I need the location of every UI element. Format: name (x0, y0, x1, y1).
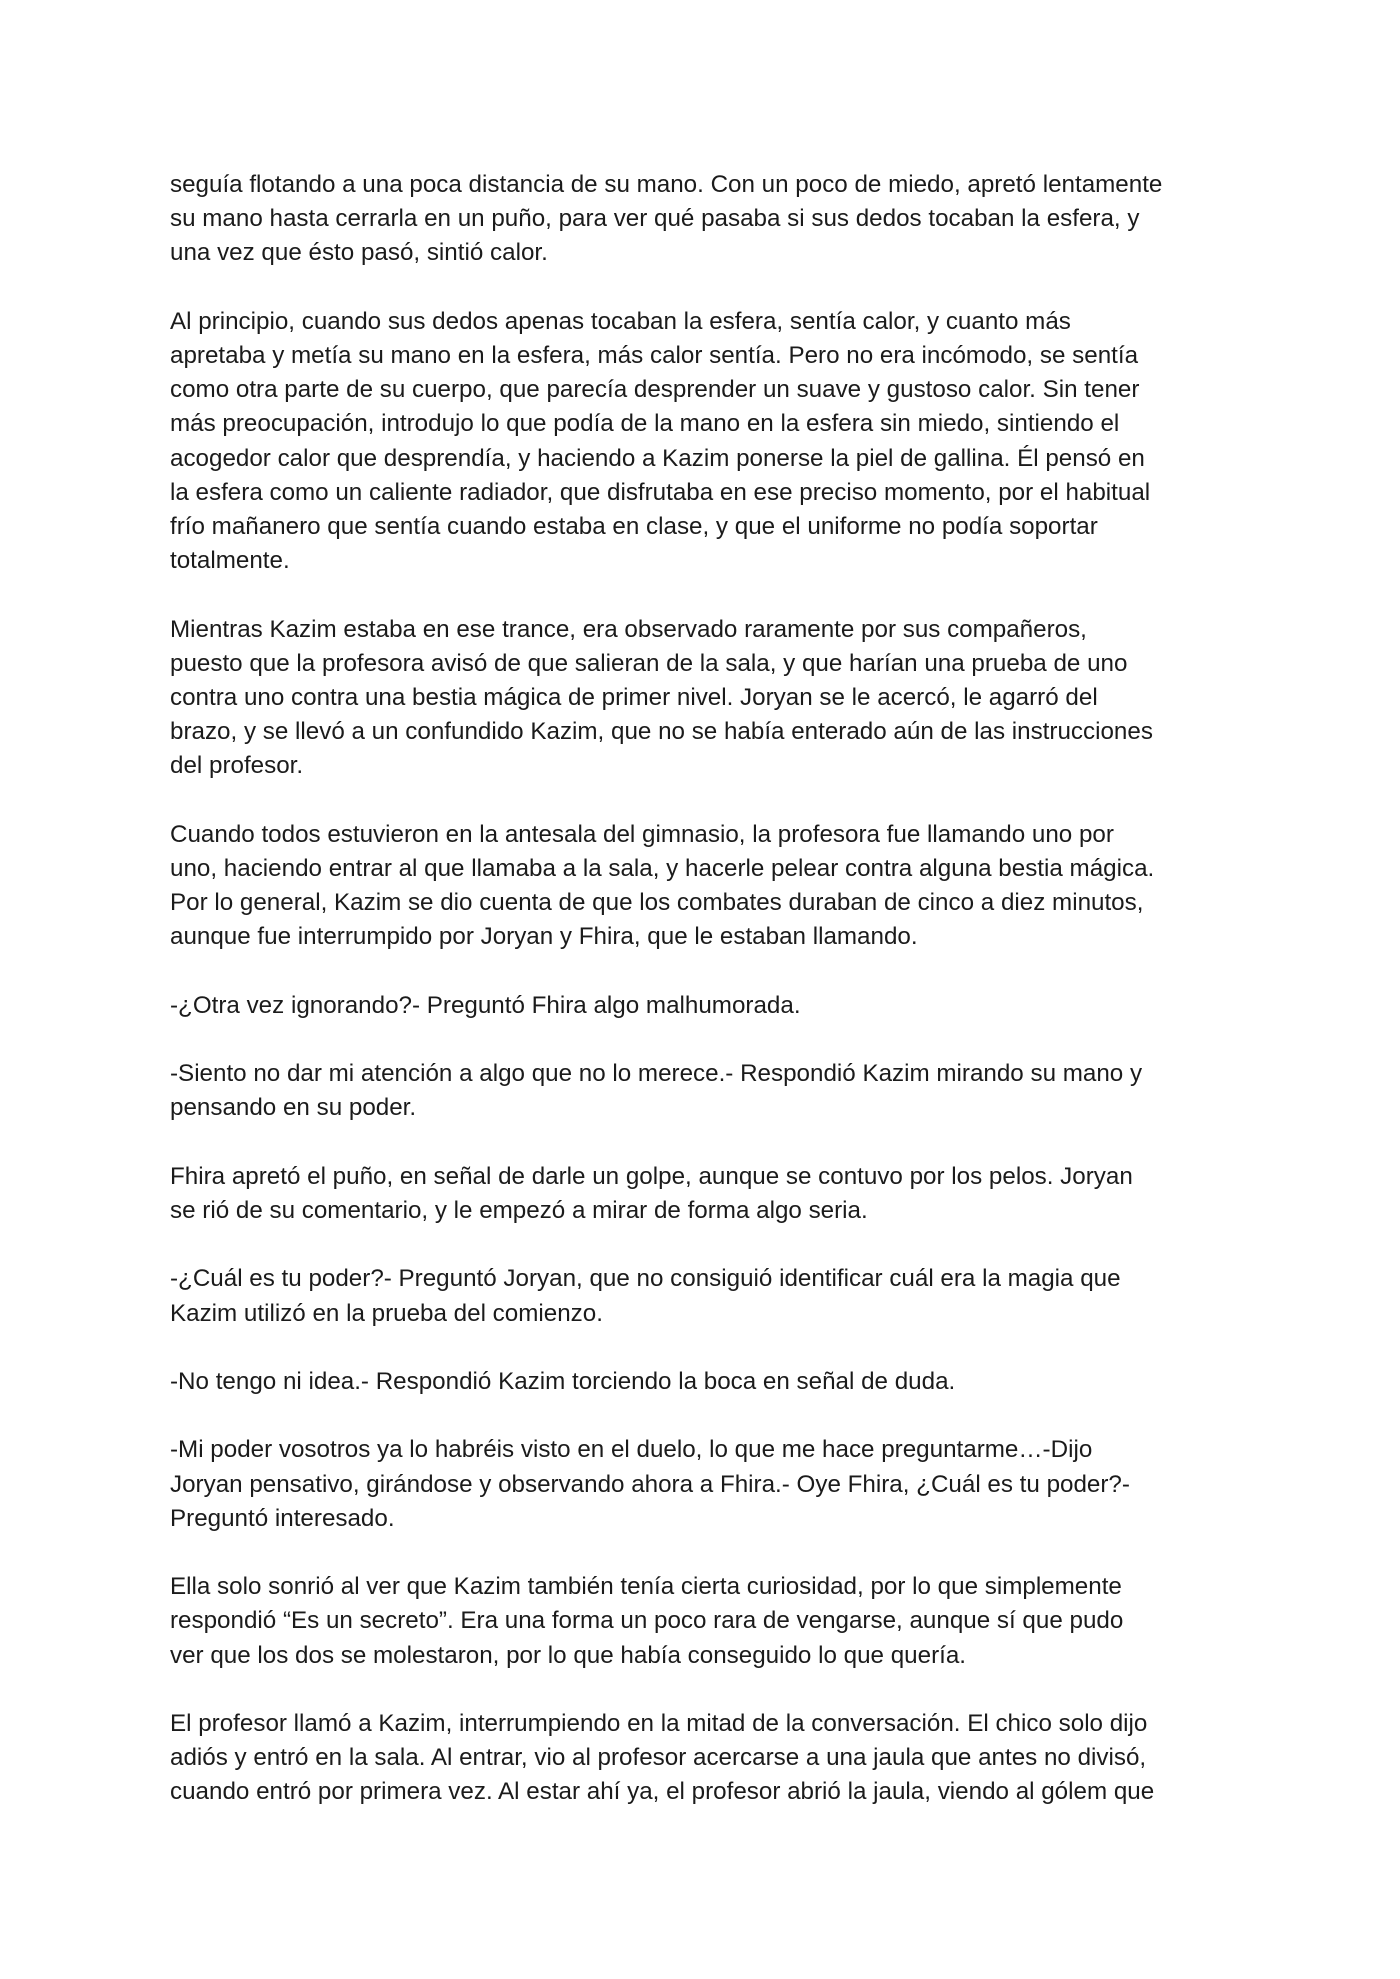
paragraph-9: -No tengo ni idea.- Respondió Kazim torciendo la boca en señal de duda. (170, 1367, 956, 1395)
paragraph-6: -Siento no dar mi atención a algo que no lo merece.- Respondió Kazim mirando su mano y pensando en su poder. (170, 1060, 1143, 1122)
paragraph-3: Mientras Kazim estaba en ese trance, era observado raramente por sus compañeros, puesto que la profesora avisó de que salieran de la sala, y que harían una prueba de uno contra uno contra una bestia mágica de primer nivel. Joryan se le acercó, le agarró del brazo, y se llevó a un confundido Kazim, que no se había enterado aún de las instrucciones del profesor. (170, 615, 1153, 780)
paragraph-10: -Mi poder vosotros ya lo habréis visto en el duelo, lo que me hace preguntarme…-Dijo Joryan pensativo, girándose y observando ahora a Fhira.- Oye Fhira, ¿Cuál es tu poder?- Preguntó interesado. (170, 1436, 1130, 1532)
paragraph-7: Fhira apretó el puño, en señal de darle un golpe, aunque se contuvo por los pelos. Joryan se rió de su comentario, y le empezó a mirar de forma algo seria. (170, 1162, 1133, 1224)
paragraph-4: Cuando todos estuvieron en la antesala del gimnasio, la profesora fue llamando uno por uno, haciendo entrar al que llamaba a la sala, y hacerle pelear contra alguna bestia mágica. Por lo general, Kazim se dio cuenta de que los combates duraban de cinco a diez minutos, aunque fue interrumpido por Joryan y Fhira, que le estaban llamando. (170, 820, 1155, 951)
paragraph-12: El profesor llamó a Kazim, interrumpiendo en la mitad de la conversación. El chico solo dijo adiós y entró en la sala. Al entrar, vio al profesor acercarse a una jaula que antes no divisó, cuando entró por primera vez. Al estar ahí ya, el profesor abrió la jaula, viendo al gólem que (170, 1709, 1155, 1806)
paragraph-1: seguía flotando a una poca distancia de su mano. Con un poco de miedo, apretó lentamente su mano hasta cerrarla en un puño, para ver qué pasaba si sus dedos tocaban la esfera, y una vez que ésto pasó, sintió calor. (170, 171, 1163, 267)
paragraph-5: -¿Otra vez ignorando?- Preguntó Fhira algo malhumorada. (170, 991, 801, 1019)
paragraph-2: Al principio, cuando sus dedos apenas tocaban la esfera, sentía calor, y cuanto más apretaba y metía su mano en la esfera, más calor sentía. Pero no era incómodo, se sentía como otra parte de su cuerpo, que parecía desprender un suave y gustoso calor. Sin tener más preocupación, introdujo lo que podía de la mano en la esfera sin miedo, sintiendo el acogedor calor que desprendía, y haciendo a Kazim ponerse la piel de gallina. Él pensó en la esfera como un caliente radiador, que disfrutaba en ese preciso momento, por el habitual frío mañanero que sentía cuando estaba en clase, y que el uniforme no podía soportar totalmente. (170, 307, 1151, 575)
paragraph-8: -¿Cuál es tu poder?- Preguntó Joryan, que no consiguió identificar cuál era la magia que Kazim utilizó en la prueba del comienzo. (170, 1265, 1121, 1327)
document-body (170, 168, 1250, 1810)
paragraph-11: Ella solo sonrió al ver que Kazim también tenía cierta curiosidad, por lo que simplemente respondió “Es un secreto”. Era una forma un poco rara de vengarse, aunque sí que pudo ver que los dos se molestaron, por lo que había conseguido lo que quería. (170, 1573, 1124, 1669)
